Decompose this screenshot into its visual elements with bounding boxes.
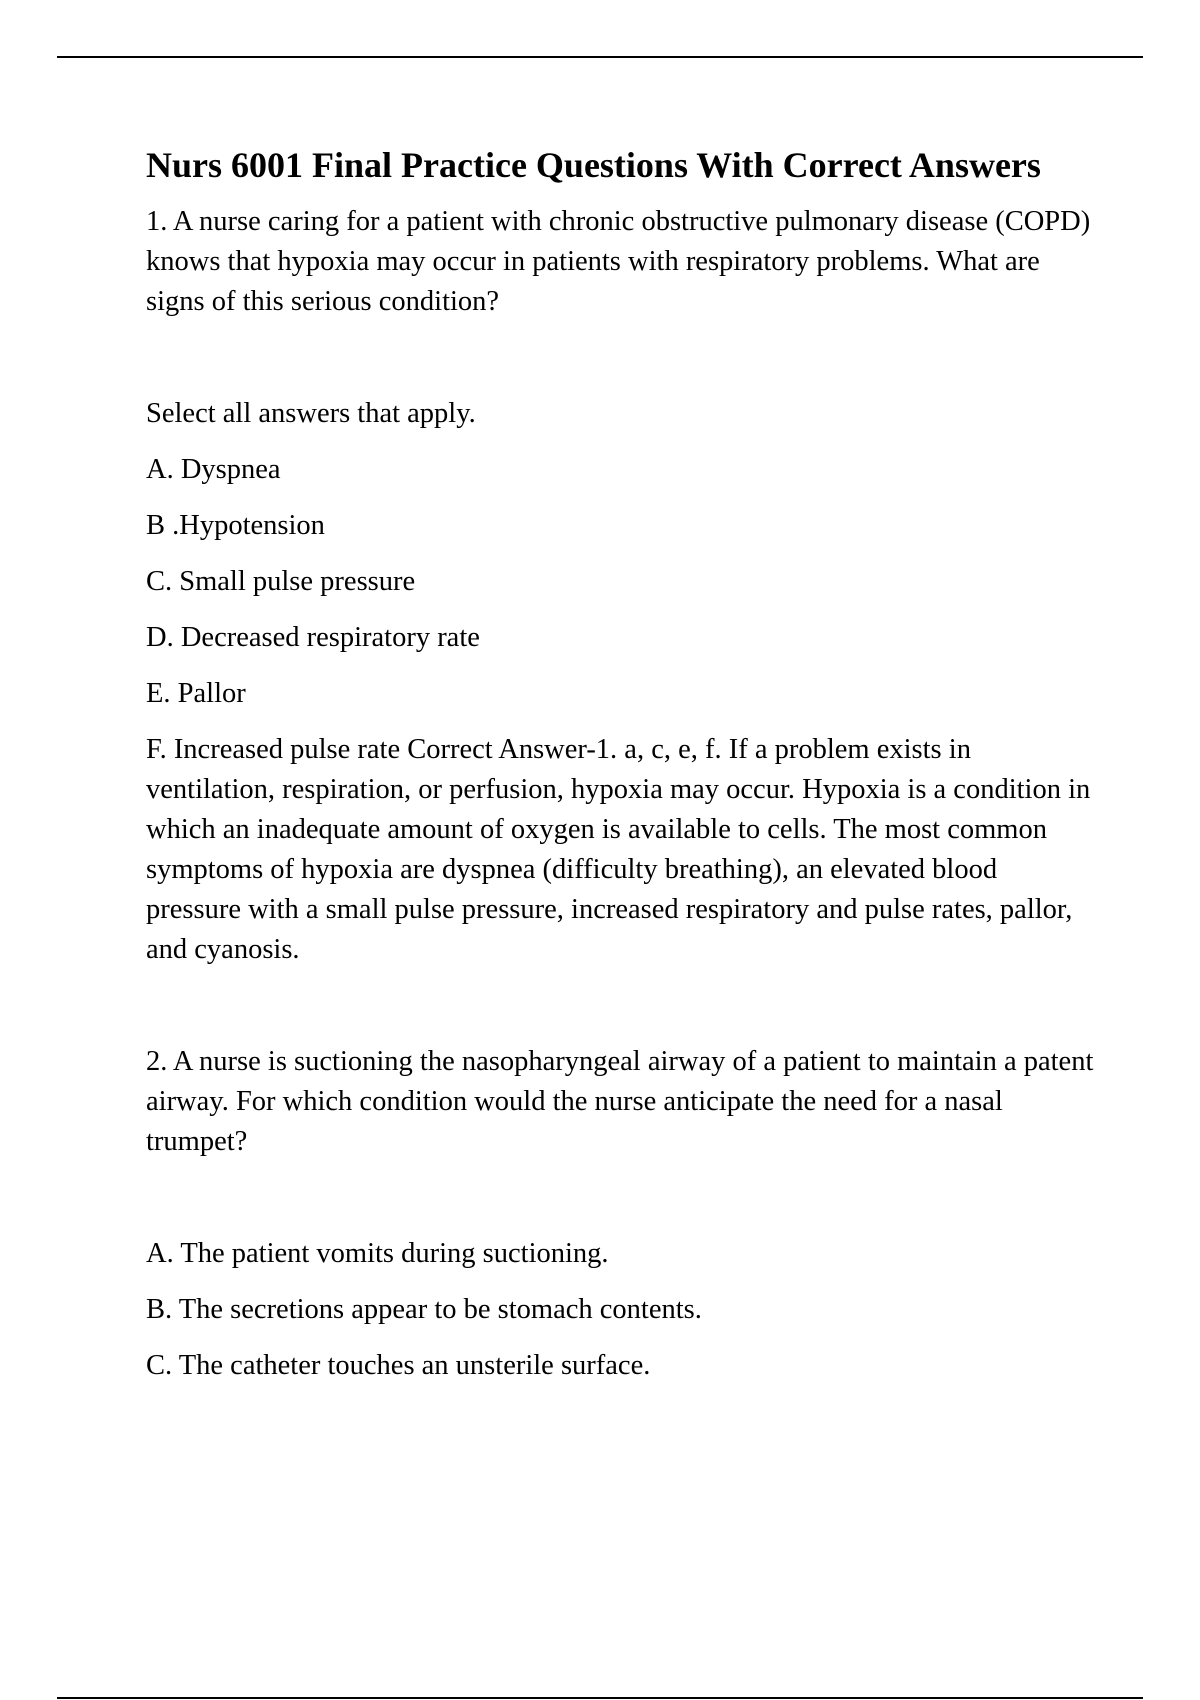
question-2-stem: 2. A nurse is suctioning the nasopharyngeal airway of a patient to maintain a patent airway. For which condition would the nurse anticipate the need for a nasal trumpet? [146,1046,1094,1157]
document-title: Nurs 6001 Final Practice Questions With Correct Answers [146,145,1041,185]
bottom-divider [57,1697,1143,1699]
document-body [146,140,1096,1402]
question-1-option-d: D. Decreased respiratory rate [146,622,480,653]
question-1-instruction: Select all answers that apply. [146,398,476,429]
question-2 [146,1042,1096,1386]
top-divider [57,56,1143,58]
question-2-option-c: C. The catheter touches an unsterile surface. [146,1350,651,1381]
question-2-option-a: A. The patient vomits during suctioning. [146,1238,609,1269]
question-1-option-a: A. Dyspnea [146,454,281,485]
question-1-option-c: C. Small pulse pressure [146,566,416,597]
question-1-option-e: E. Pallor [146,678,246,709]
question-1-answer: F. Increased pulse rate Correct Answer-1. a, c, e, f. If a problem exists in ventilation, respiration, or perfusion, hypoxia may occur. Hypoxia is a condition in which an inadequate amount of oxygen is available to cells. The most common symptoms of hypoxia are dyspnea (difficulty breathing), an elevated blood pressure with a small pulse pressure, increased respiratory and pulse rates, pallor, and cyanosis. [146,734,1091,965]
question-2-option-b: B. The secretions appear to be stomach contents. [146,1294,702,1325]
question-1 [146,202,1096,970]
question-1-stem: 1. A nurse caring for a patient with chronic obstructive pulmonary disease (COPD) knows that hypoxia may occur in patients with respiratory problems. What are signs of this serious condition? [146,206,1091,317]
question-1-option-b: B .Hypotension [146,510,325,541]
